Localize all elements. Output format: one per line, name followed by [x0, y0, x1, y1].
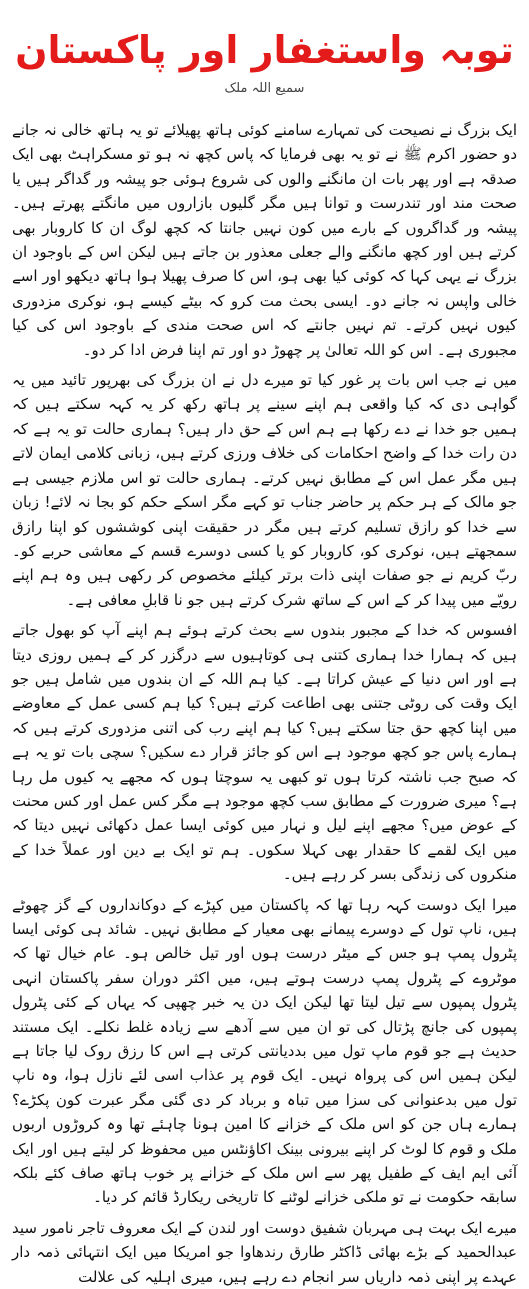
article-body — [12, 118, 517, 1286]
article-paragraph: میرا ایک دوست کہہ رہا تھا کہ پاکستان میں کپڑے کے دوکانداروں کے گز چھوٹے ہیں، ناپ تول کے دوسرے پیمانے بھی معیار کے مطابق نہیں۔ شائد ہی کوئی ایسا پٹرول پمپ ہو جس کے میٹر درست ہوں اور تیل خالص ہو۔ عام خیال تھا کہ موٹروے کے پٹرول پمپ درست ہوتے ہیں، میں اکثر دوران سفر پاکستان انہی پٹرول پمپوں سے تیل لیتا تھا لیکن ایک دن یہ خبر چھپی کہ یہاں کے کئی پٹرول پمپوں کی جانچ پڑتال کی تو ان میں سے آدھے سے زیادہ غلط نکلے۔ ایک مستند حدیث ہے جو قوم ماپ تول میں بددیانتی کرتی ہے اس کا رزق روک لیا جاتا ہے لیکن ہمیں اس کی پرواہ نہیں۔ ایک قوم پر عذاب اسی لئے نازل ہوا، وہ ناپ تول میں بدعنوانی کی سزا میں تباہ و برباد کر دی گئی مگر عبرت کون پکڑے؟ ہمارے ہاں جن کو اس ملک کے خزانے کا امین ہونا چاہئے تھا وہ کروڑوں اربوں ملک و قوم کا لوٹ کر اپنے بیرونی بینک اکاؤنٹس میں محفوظ کر لیتے ہیں اور ایک آئی ایم ایف کے طفیل پھر سے اس ملک کے خزانے پر خوب ہاتھ صاف کئے بلکہ سابقہ حکومت نے تو ملکی خزانے لوٹنے کا تاریخی ریکارڈ قائم کر دیا۔ — [12, 895, 517, 1207]
article-paragraph: افسوس کہ خدا کے مجبور بندوں سے بحث کرتے ہوئے ہم اپنے آپ کو بھول جاتے ہیں کہ ہمارا خدا ہماری کتنی ہی کوتاہیوں سے درگزر کر کے ہمیں روزی دیتا ہے اور اس دنیا کے عیش کراتا ہے۔ کیا ہم اللہ کے ان بندوں میں شامل ہیں جو ایک وقت کی روٹی جتنی بھی اطاعت کرتے ہیں؟ کیا ہم کسی عمل کے معاوضے میں اپنا کچھ حق جتا سکتے ہیں؟ کیا ہم اپنے رب کی اتنی مزدوری کرتے ہیں کہ ہمارے پاس جو کچھ موجود ہے اس کو جائز قرار دے سکیں؟ سچی بات تو یہ ہے کہ صبح جب ناشتہ کرتا ہوں تو کبھی یہ سوچتا ہوں کہ مجھے یہ کیوں مل رہا ہے؟ میری ضرورت کے مطابق سب کچھ موجود ہے مگر کس عمل اور کس محنت کے عوض میں؟ مجھے اپنے لیل و نہار میں کوئی ایسا عمل دکھائی نہیں دیتا کہ میں ایک لقمے کا حقدار بھی کہلا سکوں۔ ہم تو ایک بے دین اور عملاً خدا کے منکروں کی زندگی بسر کر رہے ہیں۔ — [12, 621, 517, 884]
article-paragraph: میں نے جب اس بات پر غور کیا تو میرے دل نے ان بزرگ کی بھرپور تائید میں یہ گواہی دی کہ کیا واقعی ہم اپنے سینے پر ہاتھ رکھ کر یہ کہہ سکتے ہیں کہ ہمیں جو خدا نے دے رکھا ہے ہم اس کے حق دار ہیں؟ ہماری حالت تو یہ ہے کہ دن رات خدا کے واضح احکامات کی خلاف ورزی کرتے ہیں، زبانی کلامی ایمان لاتے ہیں مگر عمل اس کے مطابق نہیں کرتے۔ ہماری حالت تو اس ملازم جیسی ہے جو مالک کے ہر حکم پر حاضر جناب تو کہے مگر اسکے حکم کو بجا نہ لائے! زبان سے خدا کو رازق تسلیم کرتے ہیں مگر در حقیقت اپنی کوششوں کو اپنا رازق سمجھتے ہیں، نوکری کو، کاروبار کو یا کسی دوسرے قسم کے معاشی حربے کو۔ ربّ کریم نے جو صفات اپنی ذات برتر کیلئے مخصوص کر رکھی ہیں وہ ہم اپنے رویّے میں پیدا کر کے اس کے ساتھ شرک کرتے ہیں جو نا قابلِ معافی ہے۔ — [12, 371, 517, 609]
article-paragraph: میرے ایک بہت ہی مہربان شفیق دوست اور لندن کے ایک معروف تاجر نامور سید عبدالحمید کے بڑے بھائی ڈاکٹر طارق رندھاوا جو امریکا میں ایک انتہائی ذمہ دار عہدے پر اپنی ذمہ داریاں سر انجام دے رہے ہیں، میری اہلیہ کی علالت — [12, 1218, 517, 1286]
article-headline: توبہ واستغفار اور پاکستان — [15, 28, 514, 72]
article-paragraph: ایک بزرگ نے نصیحت کی تمہارے سامنے کوئی ہاتھ پھیلائے تو یہ ہاتھ خالی نہ جانے دو حضور اکرم ﷺ نے تو یہ بھی فرمایا کہ پاس کچھ نہ ہو تو مسکراہٹ بھی ایک صدقہ ہے اور پھر بات ان مانگنے والوں کی شروع ہوئی جو پیشہ ور گداگر ہیں یا صحت مند اور تندرست و توانا ہیں مگر گلیوں بازاروں میں مانگتے پھرتے ہیں۔ پیشہ ور گداگروں کے بارے میں کون نہیں جانتا کہ کچھ لوگ ان کا کاروبار بھی کرتے ہیں اور کچھ مانگنے والے جعلی معذور بن جاتے ہیں لیکن اس کے باوجود ان بزرگ نے یہی کہا کہ کوئی کیا بھی ہو، اس کا صرف پھیلا ہوا ہاتھ دیکھو اور اسے خالی واپس نہ جانے دو۔ ایسی بحث مت کرو کہ بیٹے کیسے ہو، نوکری مزدوری کیوں نہیں کرتے۔ تم نہیں جانتے کہ اس صحت مندی کے باوجود اس کی کیا مجبوری ہے۔ اس کو اللہ تعالیٰ پر چھوڑ دو اور تم اپنا فرض ادا کر دو۔ — [12, 121, 517, 359]
author-byline: سمیع اللہ ملک — [224, 81, 305, 96]
